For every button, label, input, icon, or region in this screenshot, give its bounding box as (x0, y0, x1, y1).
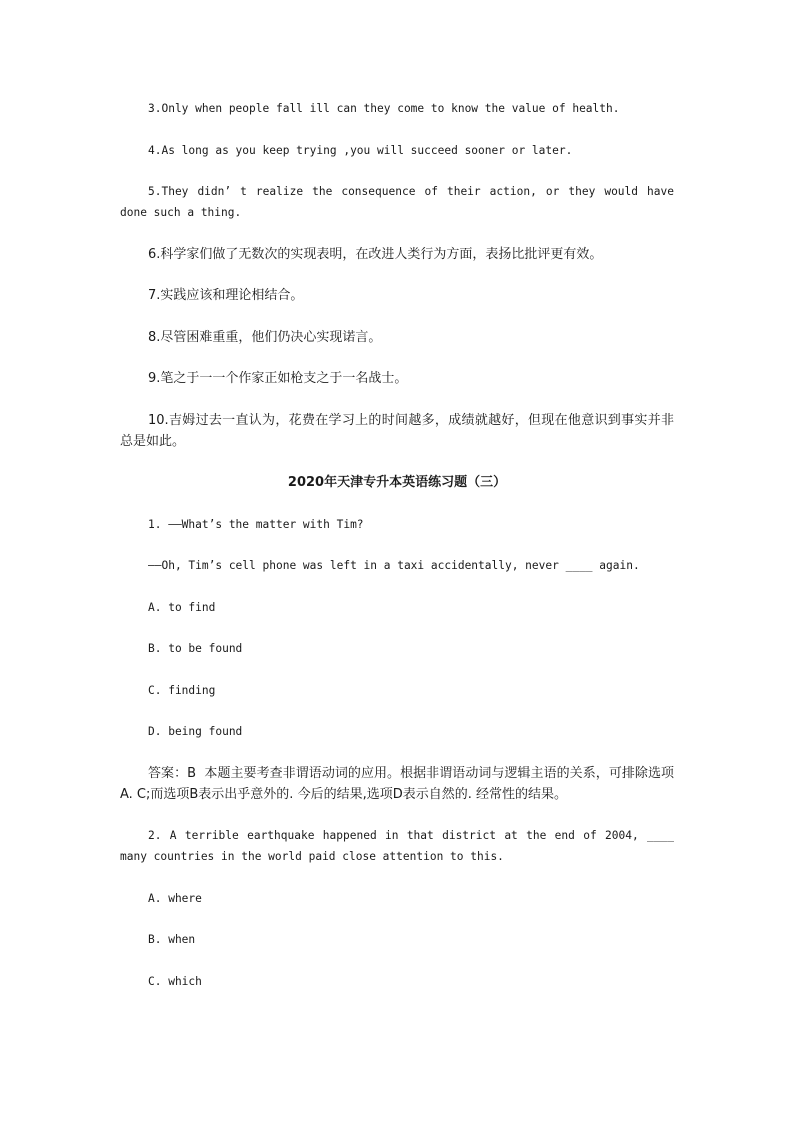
sentence-4: 4.As long as you keep trying ,you will succeed sooner or later. (148, 143, 573, 157)
sentence-10: 10.吉姆过去一直认为，花费在学习上的时间越多，成绩就越好，但现在他意识到事实并非总是如此。 (120, 412, 674, 449)
sentence-9: 9.笔之于一一个作家正如枪支之于一名战士。 (148, 371, 408, 386)
sentence-8: 8.尽管困难重重，他们仍决心实现诺言。 (148, 329, 382, 345)
question-1-option-b: B. to be found (148, 642, 243, 655)
document-body (120, 98, 681, 1012)
question-1-reply: ——Oh, Tim’s cell phone was left in a taxi accidentally, never ____ again. (148, 559, 640, 572)
question-2-option-b: B. when (148, 933, 196, 946)
question-2-prompt: 2. A terrible earthquake happened in that district at the end of 2004, ____ many countries in the world paid close attention to this. (120, 829, 681, 863)
question-1-option-a: A. to find (148, 600, 216, 614)
question-1-option-d: D. being found (148, 725, 243, 738)
sentence-3: 3.Only when people fall ill can they come to know the value of health. (148, 102, 620, 115)
question-1-option-c: C. finding (148, 683, 216, 697)
sentence-7: 7.实践应该和理论相结合。 (148, 288, 304, 303)
question-1-answer: 答案：B 本题主要考查非谓语动词的应用。根据非谓语动词与逻辑主语的关系，可排除选项A. C;而选项B表示出乎意外的. 今后的结果,选项D表示自然的. 经常性的结果。 (120, 765, 674, 802)
sentence-5: 5.They didn’ t realize the consequence of their action, or they would have done such a thing. (120, 185, 681, 219)
question-2-option-a: A. where (148, 891, 202, 905)
section-title: 2020年天津专升本英语练习题（三） (287, 475, 507, 490)
question-1-prompt: 1. ——What’s the matter with Tim? (148, 517, 364, 531)
question-2-option-c: C. which (148, 974, 202, 988)
sentence-6: 6.科学家们做了无数次的实现表明，在改进人类行为方面，表扬比批评更有效。 (148, 246, 603, 262)
